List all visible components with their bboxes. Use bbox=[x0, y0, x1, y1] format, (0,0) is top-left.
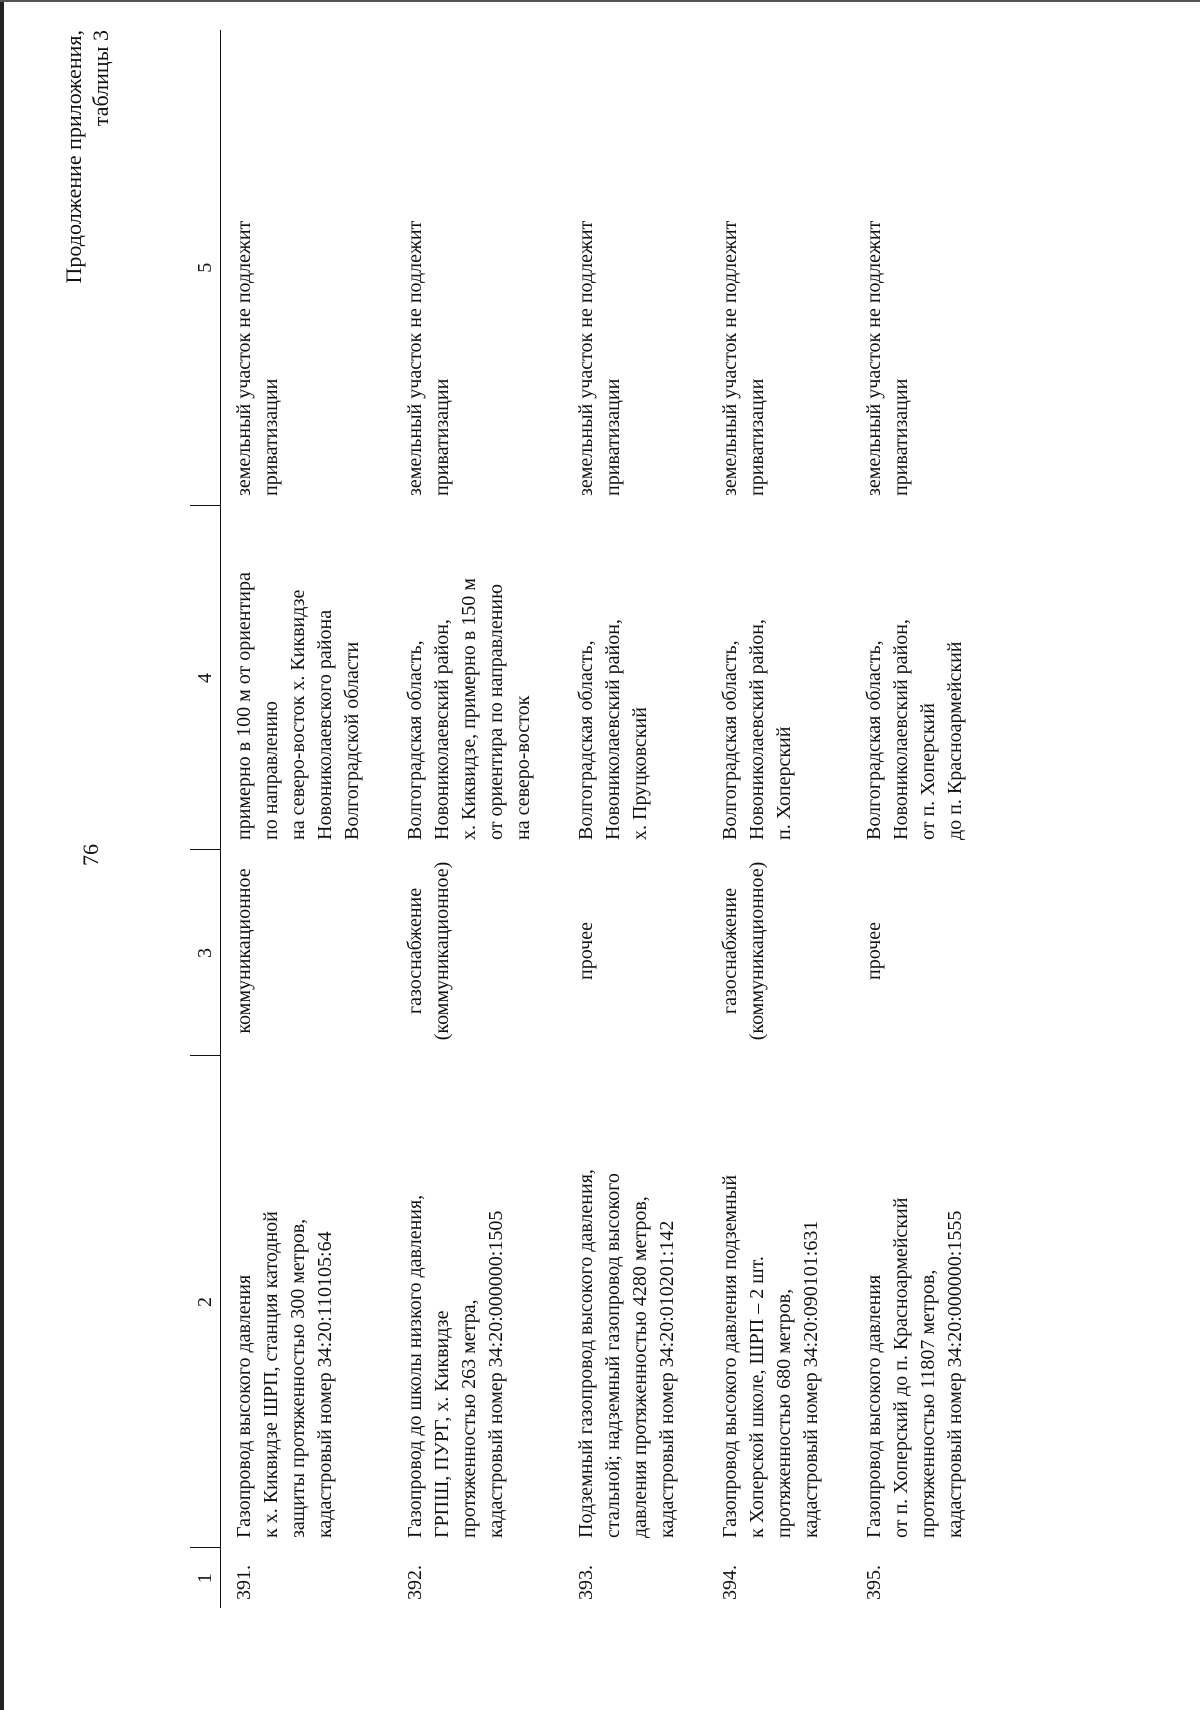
header-col-4: 4 bbox=[190, 506, 221, 850]
row-number: 393. bbox=[575, 1565, 597, 1600]
object-description: Подземный газопровод высокого давления, стальной; надземный газопровод высокого давления протяженностью 4280 метров, кадастровый номер 34:20:010201:142 bbox=[575, 1169, 678, 1538]
object-description: Газопровод высокого давления подземный к Хоперской школе, ШРП – 2 шт. протяженностью 680 метров, кадастровый номер 34:20:090101:631 bbox=[719, 1174, 822, 1538]
object-description: Газопровод до школы низкого давления, ГРПШ, ПУРГ, х. Киквидзе протяженностью 263 метра, кадастровый номер 34:20:000000:1505 bbox=[404, 1194, 507, 1538]
continuation-line-1: Продолжение приложения, bbox=[61, 30, 86, 284]
continuation-line-2: таблицы 3 bbox=[88, 30, 113, 127]
continuation-caption bbox=[60, 30, 114, 283]
header-row bbox=[190, 30, 221, 1608]
header-col-1: 1 bbox=[190, 1548, 221, 1608]
page-number: 76 bbox=[78, 844, 103, 866]
note-cell: земельный участок не подлежит приватизации bbox=[404, 220, 453, 496]
row-number: 395. bbox=[863, 1565, 885, 1600]
note-cell: земельный участок не подлежит приватизации bbox=[863, 220, 912, 496]
row-number: 394. bbox=[719, 1565, 741, 1600]
object-description: Газопровод высокого давления к х. Киквидзе ШРП, станция катодной защиты протяженностью 300 метров, кадастровый номер 34:20:110105:64 bbox=[233, 1211, 336, 1538]
header-col-5: 5 bbox=[190, 30, 221, 506]
table-row bbox=[221, 30, 393, 1608]
table-row bbox=[707, 30, 851, 1608]
object-description: Газопровод высокого давления от п. Хоперский до п. Красноармейский протяженностью 11807 метров, кадастровый номер 34:20:000000:1555 bbox=[863, 1197, 966, 1538]
note-cell: земельный участок не подлежит приватизации bbox=[719, 220, 768, 496]
row-number: 392. bbox=[404, 1565, 426, 1600]
table-row bbox=[851, 30, 995, 1608]
row-number: 391. bbox=[233, 1565, 255, 1600]
table-row bbox=[563, 30, 707, 1608]
purpose-cell: газоснабжение (коммуникационное) bbox=[719, 861, 768, 1041]
header-col-3: 3 bbox=[190, 850, 221, 1056]
land-plots-table bbox=[190, 30, 995, 1608]
purpose-cell: газоснабжение (коммуникационное) bbox=[404, 861, 453, 1041]
table-row bbox=[392, 30, 563, 1608]
location-cell: Волгоградская область, Новониколаевский район, х. Киквидзе, примерно в 150 м от ориентира по направлению на северо-восток bbox=[404, 578, 534, 840]
purpose-cell: коммуникационное bbox=[233, 868, 255, 1034]
note-cell: земельный участок не подлежит приватизации bbox=[233, 220, 282, 496]
location-cell: Волгоградская область, Новониколаевский район, х. Пруцковский bbox=[575, 619, 651, 840]
header-col-2: 2 bbox=[190, 1056, 221, 1548]
purpose-cell: прочее bbox=[863, 922, 885, 980]
location-cell: примерно в 100 м от ориентира по направлению на северо-восток х. Киквидзе Новониколаевского района Волгоградской области bbox=[233, 572, 363, 840]
location-cell: Волгоградская область, Новониколаевский район, от п. Хоперский до п. Красноармейский bbox=[863, 619, 966, 840]
purpose-cell: прочее bbox=[575, 922, 597, 980]
location-cell: Волгоградская область, Новониколаевский район, п. Хоперский bbox=[719, 619, 795, 840]
note-cell: земельный участок не подлежит приватизации bbox=[575, 220, 624, 496]
